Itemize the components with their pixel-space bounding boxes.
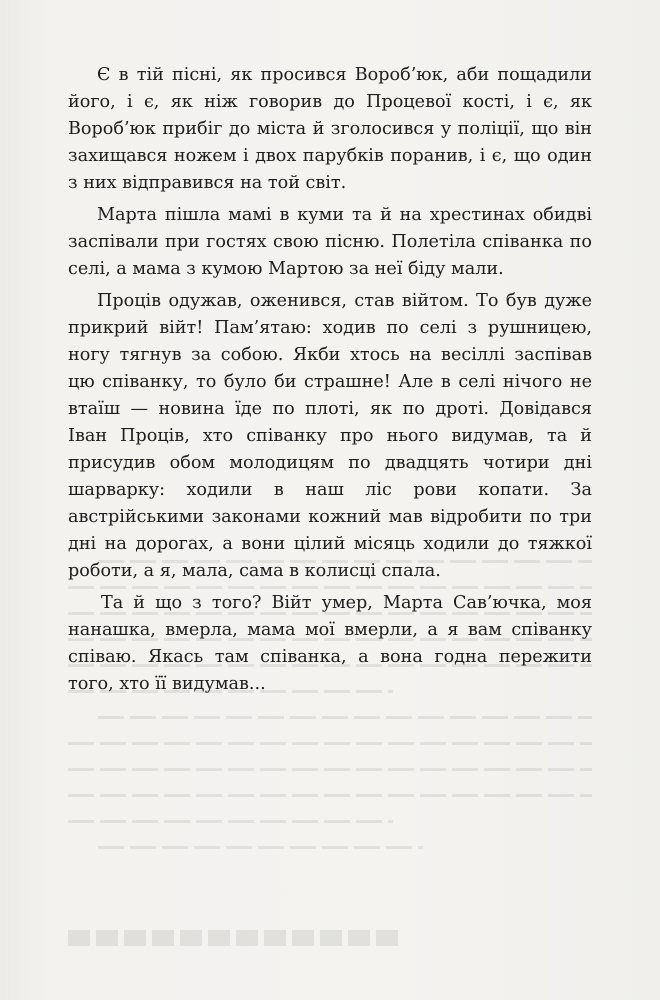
paragraph-3: Проців одужав, оженився, став війтом. То був дуже прикрий війт! Пам’ятаю: ходив по селі з рушницею, ногу тягнув за собою. Якби хтось на весіллі заспівав цю співанку, то було би страшне! Але в селі нічого не втаїш — новина їде по плоті, як по дроті. Довідався Іван Проців, хто співанку про нього видумав, та й присудив обом молодицям по двадцять чотири дні шарварку: ходили в наш ліс рови копати. За австрійськими законами кожний мав відробити по три дні на дорогах, а вони цілий місяць ходили до тяжкої роботи, а я, мала, сама в колисці спала.: [68, 291, 592, 581]
paragraph-4: Та й що з того? Війт умер, Марта Сав’ючка, моя нанашка, вмерла, мама мої вмерли, а я вам співанку співаю. Якась там співанка, а вона годна пережити того, хто її видумав...: [68, 593, 592, 694]
bleed-through-footer-texture: [68, 930, 398, 946]
bleed-through-texture: [68, 560, 592, 890]
paragraph-2: Марта пішла мамі в куми та й на хрестинах обидві заспівали при гостях свою пісню. Полетіла співанка по селі, а мама з кумою Мартою за неї біду мали.: [68, 205, 592, 279]
paragraph-1: Є в тій пісні, як просився Вороб’юк, аби пощадили його, і є, як ніж говорив до Процевої кості, і є, як Вороб’юк прибіг до міста й зголосився у поліції, що він захищався ножем і двох парубків поранив, і є, що один з них відправився на той світ.: [68, 65, 592, 193]
